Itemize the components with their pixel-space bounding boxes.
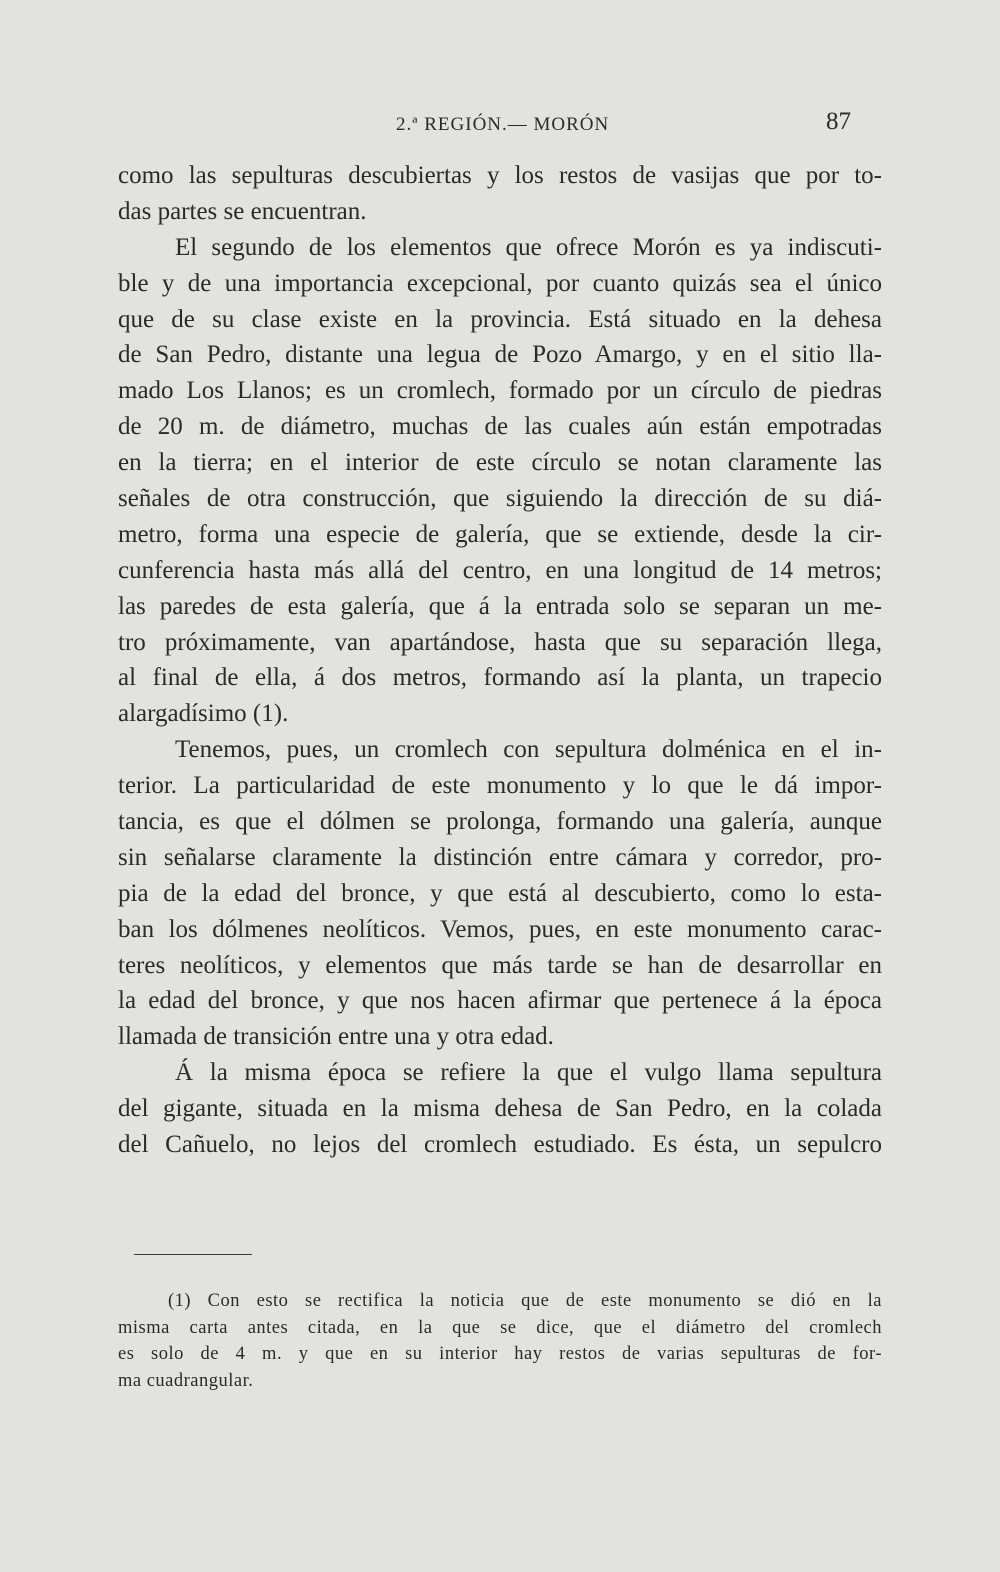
text-line: alargadísimo (1). xyxy=(118,700,289,728)
text-line: tancia, es que el dólmen se prolonga, formando una galería, aunque xyxy=(118,808,882,836)
text-line: cunferencia hasta más allá del centro, en una longitud de 14 metros; xyxy=(118,556,882,584)
text-line: ble y de una importancia excepcional, por cuanto quizás sea el único xyxy=(118,269,882,297)
text-line: la edad del bronce, y que nos hacen afirmar que pertenece á la época xyxy=(118,987,882,1015)
page-header xyxy=(0,106,1000,146)
running-head: 2.ª REGIÓN.— MORÓN xyxy=(396,114,610,135)
text-line: del Cañuelo, no lejos del cromlech estudiado. Es ésta, un sepulcro xyxy=(118,1131,882,1159)
text-line: señales de otra construcción, que siguiendo la dirección de su diá- xyxy=(118,485,882,513)
text-line: sin señalarse claramente la distinción entre cámara y corredor, pro- xyxy=(118,843,882,871)
text-line: las paredes de esta galería, que á la entrada solo se separan un me- xyxy=(118,592,882,620)
footnote-line: (1) Con esto se rectifica la noticia que de este monumento se dió en la xyxy=(168,1291,882,1311)
page-number: 87 xyxy=(826,108,851,135)
footnote-line: es solo de 4 m. y que en su interior hay restos de varias sepulturas de for- xyxy=(118,1344,882,1364)
footnote-line: misma carta antes citada, en la que se dice, que el diámetro del cromlech xyxy=(118,1317,882,1338)
text-line: que de su clase existe en la provincia. Está situado en la dehesa xyxy=(118,305,882,333)
text-line: pia de la edad del bronce, y que está al descubierto, como lo esta- xyxy=(118,879,882,907)
text-line: mado Los Llanos; es un cromlech, formado por un círculo de piedras xyxy=(118,377,882,405)
body-text xyxy=(118,158,882,1163)
footnote xyxy=(118,1288,882,1394)
text-line: del gigante, situada en la misma dehesa de San Pedro, en la colada xyxy=(118,1095,882,1123)
footnote-rule xyxy=(134,1254,252,1255)
text-line: Tenemos, pues, un cromlech con sepultura dolménica en el in- xyxy=(175,736,882,764)
text-line: como las sepulturas descubiertas y los restos de vasijas que por to- xyxy=(118,162,882,189)
text-line: tro próximamente, van apartándose, hasta que su separación llega, xyxy=(118,628,882,656)
text-line: teres neolíticos, y elementos que más tarde se han de desarrollar en xyxy=(118,951,882,979)
text-line: al final de ella, á dos metros, formando así la planta, un trapecio xyxy=(118,664,882,692)
text-line: terior. La particularidad de este monumento y lo que le dá impor- xyxy=(118,772,882,800)
text-line: en la tierra; en el interior de este círculo se notan claramente las xyxy=(118,449,882,477)
text-line: ban los dólmenes neolíticos. Vemos, pues, en este monumento carac- xyxy=(118,915,882,943)
text-line: de 20 m. de diámetro, muchas de las cuales aún están empotradas xyxy=(118,413,882,441)
footnote-line: ma cuadrangular. xyxy=(118,1370,254,1391)
text-line: das partes se encuentran. xyxy=(118,197,367,225)
text-line: El segundo de los elementos que ofrece Morón es ya indiscuti- xyxy=(175,233,882,261)
text-line: de San Pedro, distante una legua de Pozo Amargo, y en el sitio lla- xyxy=(118,341,882,369)
text-line: llamada de transición entre una y otra edad. xyxy=(118,1023,554,1051)
text-line: metro, forma una especie de galería, que se extiende, desde la cir- xyxy=(118,520,882,548)
text-line: Á la misma época se refiere la que el vulgo llama sepultura xyxy=(175,1059,882,1087)
